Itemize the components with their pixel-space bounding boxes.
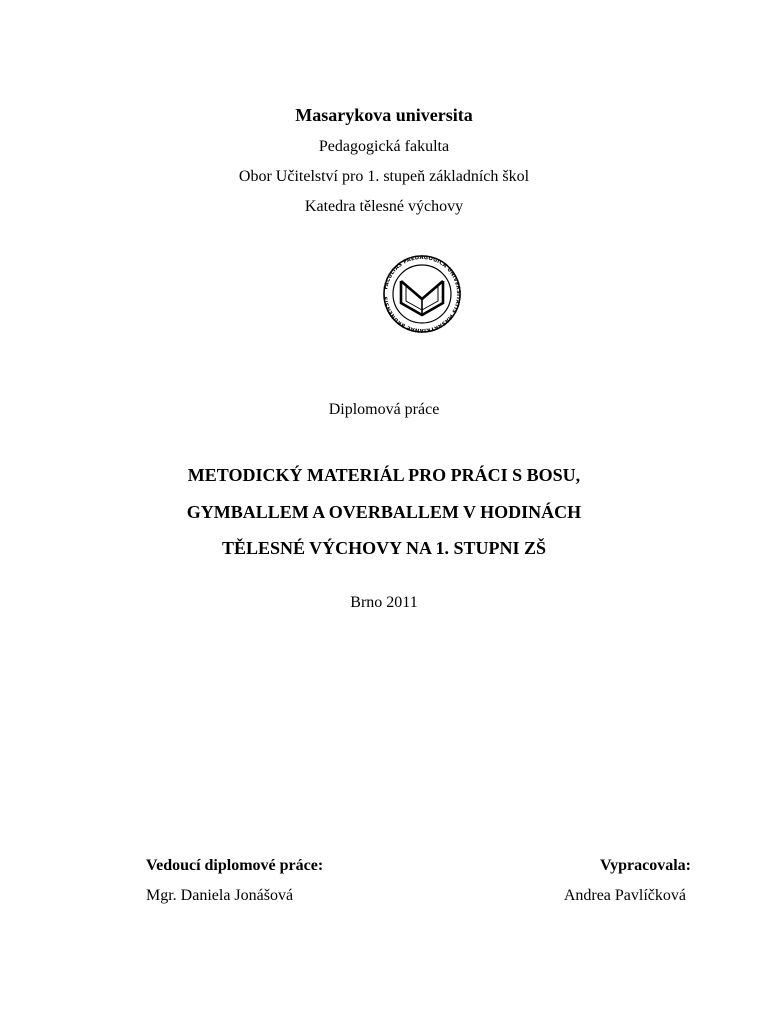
thesis-title-line: METODICKÝ MATERIÁL PRO PRÁCI S BOSU, (187, 465, 581, 485)
svg-text:FACULTAS PAEDAGOGICA UNIVERSIT: FACULTAS PAEDAGOGICA UNIVERSITATIS MASARYKIANAE BRUNENSIS (383, 255, 462, 333)
thesis-title-line: TĚLESNÉ VÝCHOVY NA 1. STUPNI ZŠ (221, 538, 547, 558)
author-label: Vypracovala: (600, 857, 691, 874)
faculty-name: Pedagogická fakulta (318, 138, 450, 155)
study-field: Obor Učitelství pro 1. stupeň základních škol (238, 168, 530, 185)
supervisor-name: Mgr. Daniela Jonášová (146, 887, 294, 904)
place-and-year: Brno 2011 (350, 594, 418, 611)
thesis-title-line: GYMBALLEM A OVERBALLEM V HODINÁCH (186, 501, 582, 522)
faculty-seal-icon (379, 255, 465, 333)
department-name: Katedra tělesné výchovy (304, 198, 464, 215)
university-name: Masarykova universita (295, 105, 473, 125)
supervisor-label: Vedoucí diplomové práce: (146, 857, 324, 874)
author-name: Andrea Pavlíčková (563, 887, 686, 904)
thesis-title (0, 457, 768, 567)
thesis-type: Diplomová práce (328, 401, 440, 418)
